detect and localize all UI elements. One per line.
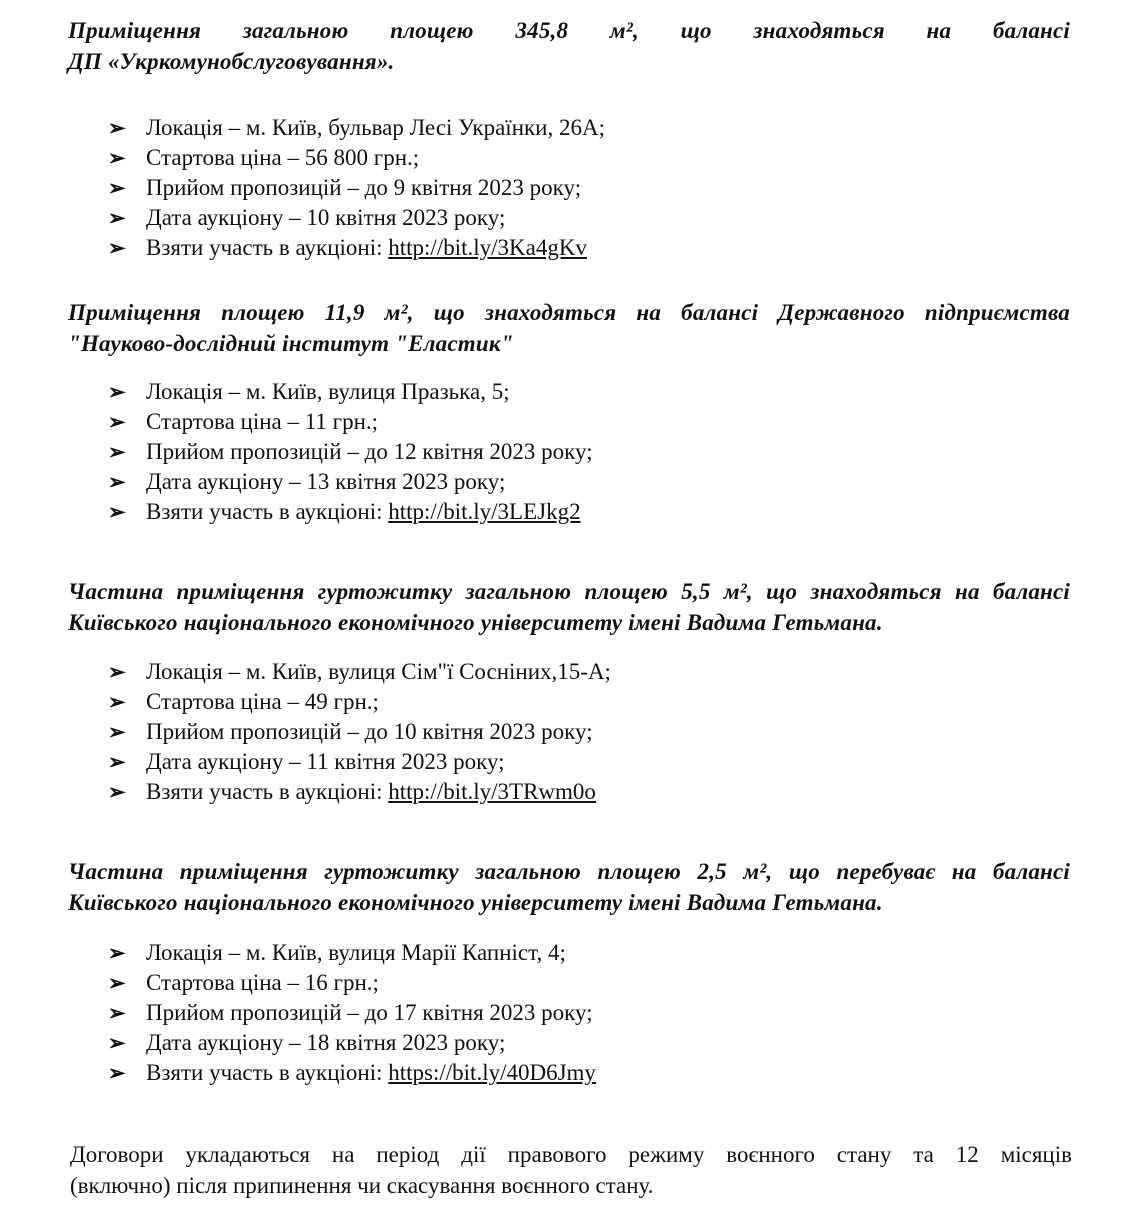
arrow-bullet-icon: ➢ bbox=[108, 146, 126, 170]
arrow-bullet-icon: ➢ bbox=[108, 1001, 126, 1025]
auction-link[interactable]: http://bit.ly/3Ka4gKv bbox=[388, 235, 587, 260]
closing-line: (включно) після припинення чи скасування воєнного стану. bbox=[70, 1173, 654, 1198]
item-text: Дата аукціону – 11 квітня 2023 року; bbox=[146, 749, 505, 774]
item-text: Взяти участь в аукціоні: bbox=[146, 499, 389, 524]
list-item-proposals bbox=[108, 173, 605, 203]
arrow-bullet-icon: ➢ bbox=[108, 500, 126, 524]
heading-line: Київського національного економічного університету імені Вадима Гетьмана. bbox=[68, 890, 883, 915]
item-text: Стартова ціна – 11 грн.; bbox=[146, 409, 379, 434]
property-section-1 bbox=[68, 15, 1070, 260]
item-text: Стартова ціна – 56 800 грн.; bbox=[146, 145, 420, 170]
auction-link[interactable]: https://bit.ly/40D6Jmy bbox=[388, 1060, 596, 1085]
property-section-2 bbox=[68, 297, 1070, 524]
list-item-proposals bbox=[108, 437, 593, 467]
arrow-bullet-icon: ➢ bbox=[108, 440, 126, 464]
heading-line: ДП «Укркомунобслуговування». bbox=[68, 49, 395, 74]
item-text: Взяти участь в аукціоні: bbox=[146, 1060, 389, 1085]
details-list bbox=[108, 377, 593, 527]
list-item-participate bbox=[108, 1058, 596, 1088]
item-text: Прийом пропозицій – до 9 квітня 2023 року; bbox=[146, 175, 582, 200]
section-heading bbox=[68, 15, 1070, 77]
arrow-bullet-icon: ➢ bbox=[108, 780, 126, 804]
section-heading bbox=[68, 297, 1070, 359]
item-text: Стартова ціна – 49 грн.; bbox=[146, 689, 379, 714]
item-text: Стартова ціна – 16 грн.; bbox=[146, 970, 379, 995]
item-text: Локація – м. Київ, вулиця Сім"ї Сосніних,15-А; bbox=[146, 659, 611, 684]
heading-line: "Науково-дослідний інститут "Еластик" bbox=[68, 331, 514, 356]
item-text: Прийом пропозицій – до 10 квітня 2023 року; bbox=[146, 719, 593, 744]
arrow-bullet-icon: ➢ bbox=[108, 116, 126, 140]
list-item-auction-date bbox=[108, 747, 611, 777]
details-list bbox=[108, 113, 605, 263]
section-heading bbox=[68, 576, 1070, 638]
item-text: Дата аукціону – 13 квітня 2023 року; bbox=[146, 469, 506, 494]
arrow-bullet-icon: ➢ bbox=[108, 660, 126, 684]
details-list bbox=[108, 657, 611, 807]
auction-link[interactable]: http://bit.ly/3LEJkg2 bbox=[388, 499, 581, 524]
list-item-price bbox=[108, 968, 596, 998]
arrow-bullet-icon: ➢ bbox=[108, 1031, 126, 1055]
heading-line: Київського національного економічного університету імені Вадима Гетьмана. bbox=[68, 610, 883, 635]
item-text: Локація – м. Київ, бульвар Лесі Українки, 26А; bbox=[146, 115, 605, 140]
list-item-auction-date bbox=[108, 203, 605, 233]
arrow-bullet-icon: ➢ bbox=[108, 470, 126, 494]
arrow-bullet-icon: ➢ bbox=[108, 380, 126, 404]
property-section-3 bbox=[68, 576, 1070, 804]
list-item-auction-date bbox=[108, 467, 593, 497]
item-text: Дата аукціону – 10 квітня 2023 року; bbox=[146, 205, 506, 230]
list-item-participate bbox=[108, 233, 605, 263]
item-text: Локація – м. Київ, вулиця Марії Капніст, 4; bbox=[146, 940, 566, 965]
closing-paragraph bbox=[70, 1139, 1072, 1201]
list-item-location bbox=[108, 377, 593, 407]
property-section-4 bbox=[68, 856, 1070, 1085]
heading-line: Приміщення загальною площею 345,8 м², що знаходяться на балансі bbox=[68, 18, 1070, 43]
arrow-bullet-icon: ➢ bbox=[108, 690, 126, 714]
list-item-location bbox=[108, 938, 596, 968]
arrow-bullet-icon: ➢ bbox=[108, 941, 126, 965]
item-text: Локація – м. Київ, вулиця Празька, 5; bbox=[146, 379, 510, 404]
arrow-bullet-icon: ➢ bbox=[108, 971, 126, 995]
list-item-price bbox=[108, 687, 611, 717]
list-item-proposals bbox=[108, 717, 611, 747]
item-text: Прийом пропозицій – до 17 квітня 2023 року; bbox=[146, 1000, 593, 1025]
arrow-bullet-icon: ➢ bbox=[108, 206, 126, 230]
heading-line: Частина приміщення гуртожитку загальною площею 2,5 м², що перебуває на балансі bbox=[68, 859, 1070, 884]
list-item-price bbox=[108, 143, 605, 173]
item-text: Взяти участь в аукціоні: bbox=[146, 235, 389, 260]
closing-line: Договори укладаються на період дії правового режиму воєнного стану та 12 місяців bbox=[70, 1142, 1072, 1167]
list-item-location bbox=[108, 113, 605, 143]
arrow-bullet-icon: ➢ bbox=[108, 176, 126, 200]
section-heading bbox=[68, 856, 1070, 918]
arrow-bullet-icon: ➢ bbox=[108, 236, 126, 260]
details-list bbox=[108, 938, 596, 1088]
list-item-proposals bbox=[108, 998, 596, 1028]
list-item-location bbox=[108, 657, 611, 687]
arrow-bullet-icon: ➢ bbox=[108, 720, 126, 744]
list-item-price bbox=[108, 407, 593, 437]
list-item-participate bbox=[108, 497, 593, 527]
arrow-bullet-icon: ➢ bbox=[108, 750, 126, 774]
item-text: Взяти участь в аукціоні: bbox=[146, 779, 389, 804]
list-item-participate bbox=[108, 777, 611, 807]
arrow-bullet-icon: ➢ bbox=[108, 1061, 126, 1085]
item-text: Прийом пропозицій – до 12 квітня 2023 року; bbox=[146, 439, 593, 464]
heading-line: Приміщення площею 11,9 м², що знаходяться на балансі Державного підприємства bbox=[68, 300, 1070, 325]
list-item-auction-date bbox=[108, 1028, 596, 1058]
heading-line: Частина приміщення гуртожитку загальною площею 5,5 м², що знаходяться на балансі bbox=[68, 579, 1070, 604]
arrow-bullet-icon: ➢ bbox=[108, 410, 126, 434]
item-text: Дата аукціону – 18 квітня 2023 року; bbox=[146, 1030, 506, 1055]
auction-link[interactable]: http://bit.ly/3TRwm0o bbox=[388, 779, 596, 804]
